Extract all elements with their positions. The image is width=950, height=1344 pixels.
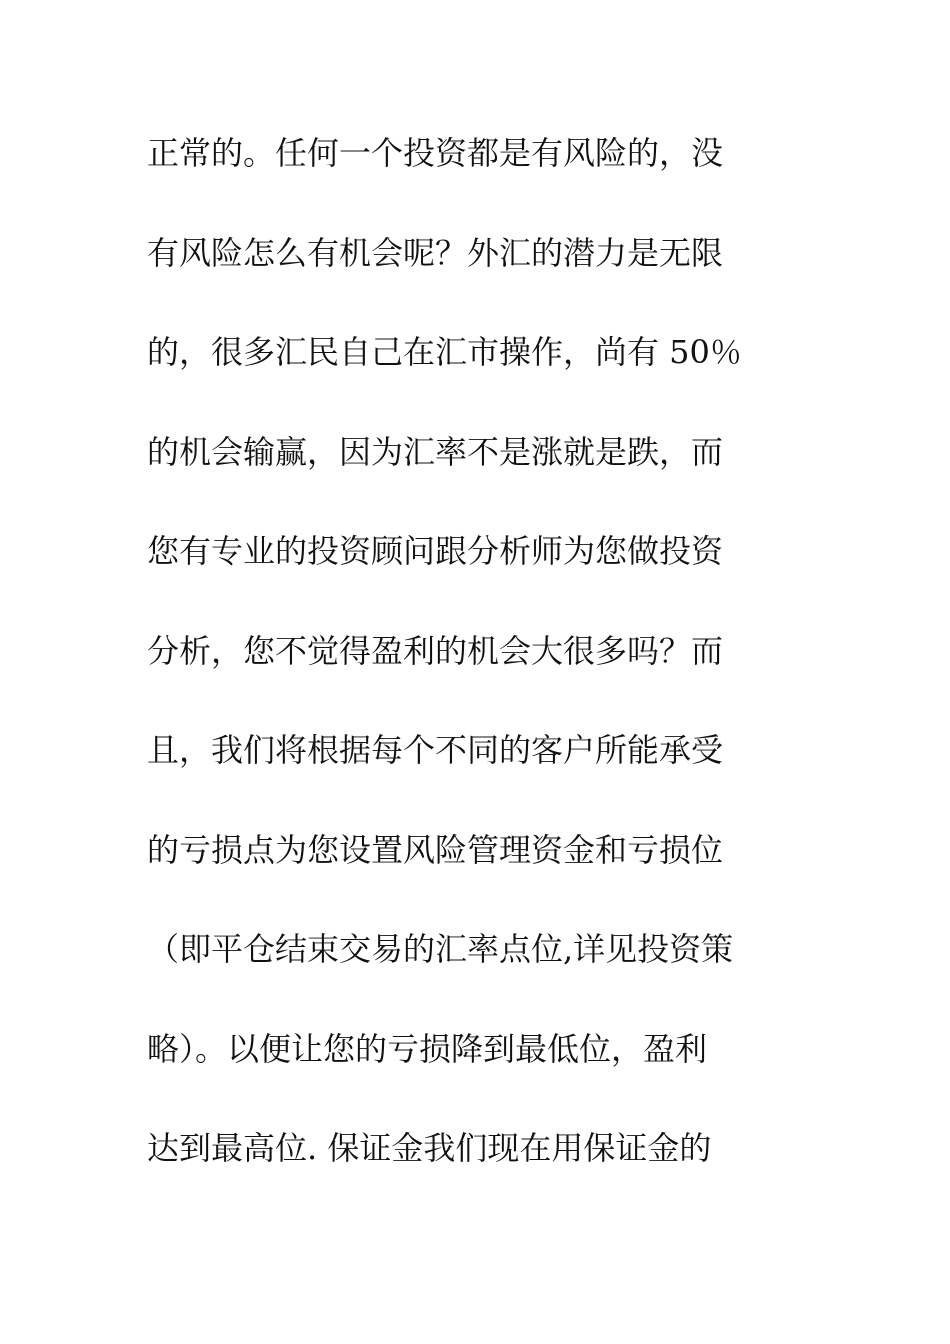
text-line-4: 的机会输赢，因为汇率不是涨就是跌，而 bbox=[147, 432, 724, 471]
text-line-1: 正常的。任何一个投资都是有风险的，没 bbox=[147, 134, 724, 172]
text-line-8: 的亏损点为您设置风险管理资金和亏损位 bbox=[147, 830, 724, 869]
text-line-11: 达到最高位. 保证金我们现在用保证金的 bbox=[147, 1129, 712, 1167]
text-line-7: 且，我们将根据每个不同的客户所能承受 bbox=[147, 731, 724, 769]
text-line-9: （即平仓结束交易的汇率点位,详见投资策 bbox=[147, 930, 734, 968]
text-line-10: 略）。以便让您的亏损降到最低位，盈利 bbox=[147, 1029, 708, 1068]
text-line-3: 的，很多汇民自己在汇市操作，尚有 50％ bbox=[147, 333, 742, 371]
text-line-5: 您有专业的投资顾问跟分析师为您做投资 bbox=[147, 532, 724, 570]
text-line-6: 分析，您不觉得盈利的机会大很多吗？而 bbox=[147, 631, 724, 670]
body-text bbox=[147, 122, 807, 1217]
text-line-2: 有风险怎么有机会呢？外汇的潜力是无限 bbox=[147, 233, 724, 272]
